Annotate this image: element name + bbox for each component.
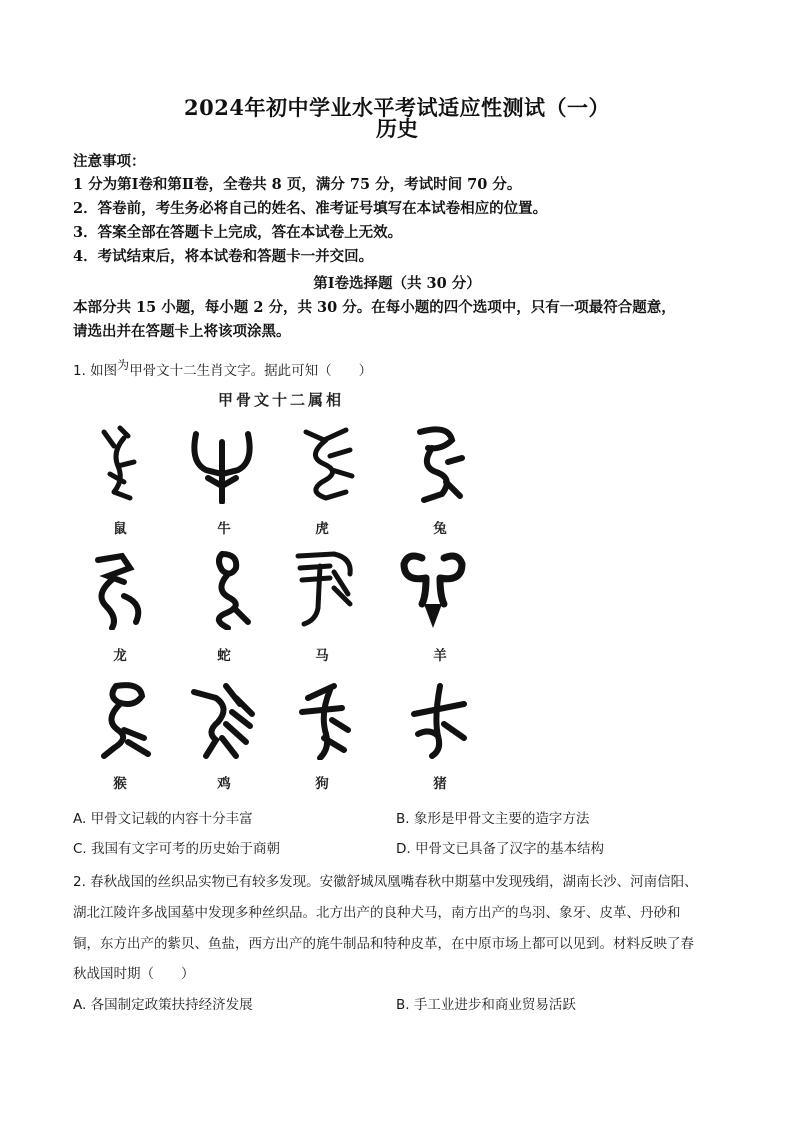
question-1-prefix: 1. 如图 <box>73 363 118 379</box>
oracle-rat-glyph <box>84 422 156 504</box>
question-1-suffix: 甲骨文十二生肖文字。据此可知（ ） <box>129 363 373 379</box>
note-item-3: 3．答案全部在答题卡上完成，答在本试卷上无效。 <box>73 224 403 241</box>
exam-title: 2024年初中学业水平考试适应性测试（一） <box>184 95 610 120</box>
label-horse: 马 <box>315 648 329 664</box>
label-monkey: 猴 <box>113 776 127 792</box>
label-sheep: 羊 <box>433 648 447 664</box>
label-snake: 蛇 <box>217 648 231 664</box>
note-item-1: 1 分为第Ⅰ卷和第Ⅱ卷，全卷共 8 页，满分 75 分，考试时间 70 分。 <box>73 176 522 193</box>
oracle-horse-glyph <box>290 548 362 630</box>
question-1-superscript: 为 <box>117 358 130 372</box>
section-intro-line-1: 本部分共 15 小题，每小题 2 分，共 30 分。在每小题的四个选项中，只有一项最符合题意， <box>73 299 676 316</box>
label-rat: 鼠 <box>113 521 127 537</box>
section-title: 第Ⅰ卷选择题（共 30 分） <box>313 275 481 292</box>
oracle-dragon-glyph <box>84 548 156 630</box>
oracle-pig-glyph <box>404 678 476 760</box>
label-pig: 猪 <box>433 776 447 792</box>
note-item-4: 4．考试结束后，将本试卷和答题卡一并交回。 <box>73 248 374 265</box>
q2-option-b[interactable]: B. 手工业进步和商业贸易活跃 <box>396 997 576 1013</box>
oracle-snake-glyph <box>194 548 266 630</box>
label-dragon: 龙 <box>113 648 127 664</box>
q1-option-d[interactable]: D. 甲骨文已具备了汉字的基本结构 <box>396 841 604 857</box>
q1-option-b[interactable]: B. 象形是甲骨文主要的造字方法 <box>396 811 590 827</box>
label-rabbit: 兔 <box>433 521 447 537</box>
q2-stem-line-1: 2. 春秋战国的丝织品实物已有较多发现。安徽舒城凤凰嘴春秋中期墓中发现残绢，湖南长沙、河南信阳、 <box>73 874 698 890</box>
oracle-rabbit-glyph <box>402 422 474 504</box>
oracle-sheep-glyph <box>396 548 468 630</box>
section-intro-line-2: 请选出并在答题卡上将该项涂黑。 <box>73 323 291 340</box>
notes-heading: 注意事项： <box>73 153 146 170</box>
label-tiger: 虎 <box>315 521 329 537</box>
question-1-stem <box>73 356 372 379</box>
oracle-ox-glyph <box>186 422 258 504</box>
figure-title: 甲骨文十二属相 <box>218 391 345 409</box>
q2-stem-line-3: 铜，东方出产的紫贝、鱼盐，西方出产的旄牛制品和特种皮革，在中原市场上都可以见到。材料反映了春 <box>73 936 694 952</box>
label-ox: 牛 <box>217 521 231 537</box>
q1-option-a[interactable]: A. 甲骨文记载的内容十分丰富 <box>73 811 253 827</box>
q1-option-c[interactable]: C. 我国有文字可考的历史始于商朝 <box>73 841 281 857</box>
label-dog: 狗 <box>315 776 329 792</box>
note-item-2: 2．答卷前，考生务必将自己的姓名、准考证号填写在本试卷相应的位置。 <box>73 200 548 217</box>
label-rooster: 鸡 <box>217 776 231 792</box>
q2-stem-line-2: 湖北江陵许多战国墓中发现多种丝织品。北方出产的良种犬马，南方出产的鸟羽、象牙、皮革、丹砂和 <box>73 905 681 921</box>
q2-stem-line-4: 秋战国时期（ ） <box>73 966 195 982</box>
oracle-rooster-glyph <box>186 678 258 760</box>
exam-subject: 历史 <box>376 116 418 141</box>
oracle-monkey-glyph <box>90 678 162 760</box>
q2-option-a[interactable]: A. 各国制定政策扶持经济发展 <box>73 997 253 1013</box>
oracle-dog-glyph <box>294 678 366 760</box>
oracle-tiger-glyph <box>296 422 368 504</box>
